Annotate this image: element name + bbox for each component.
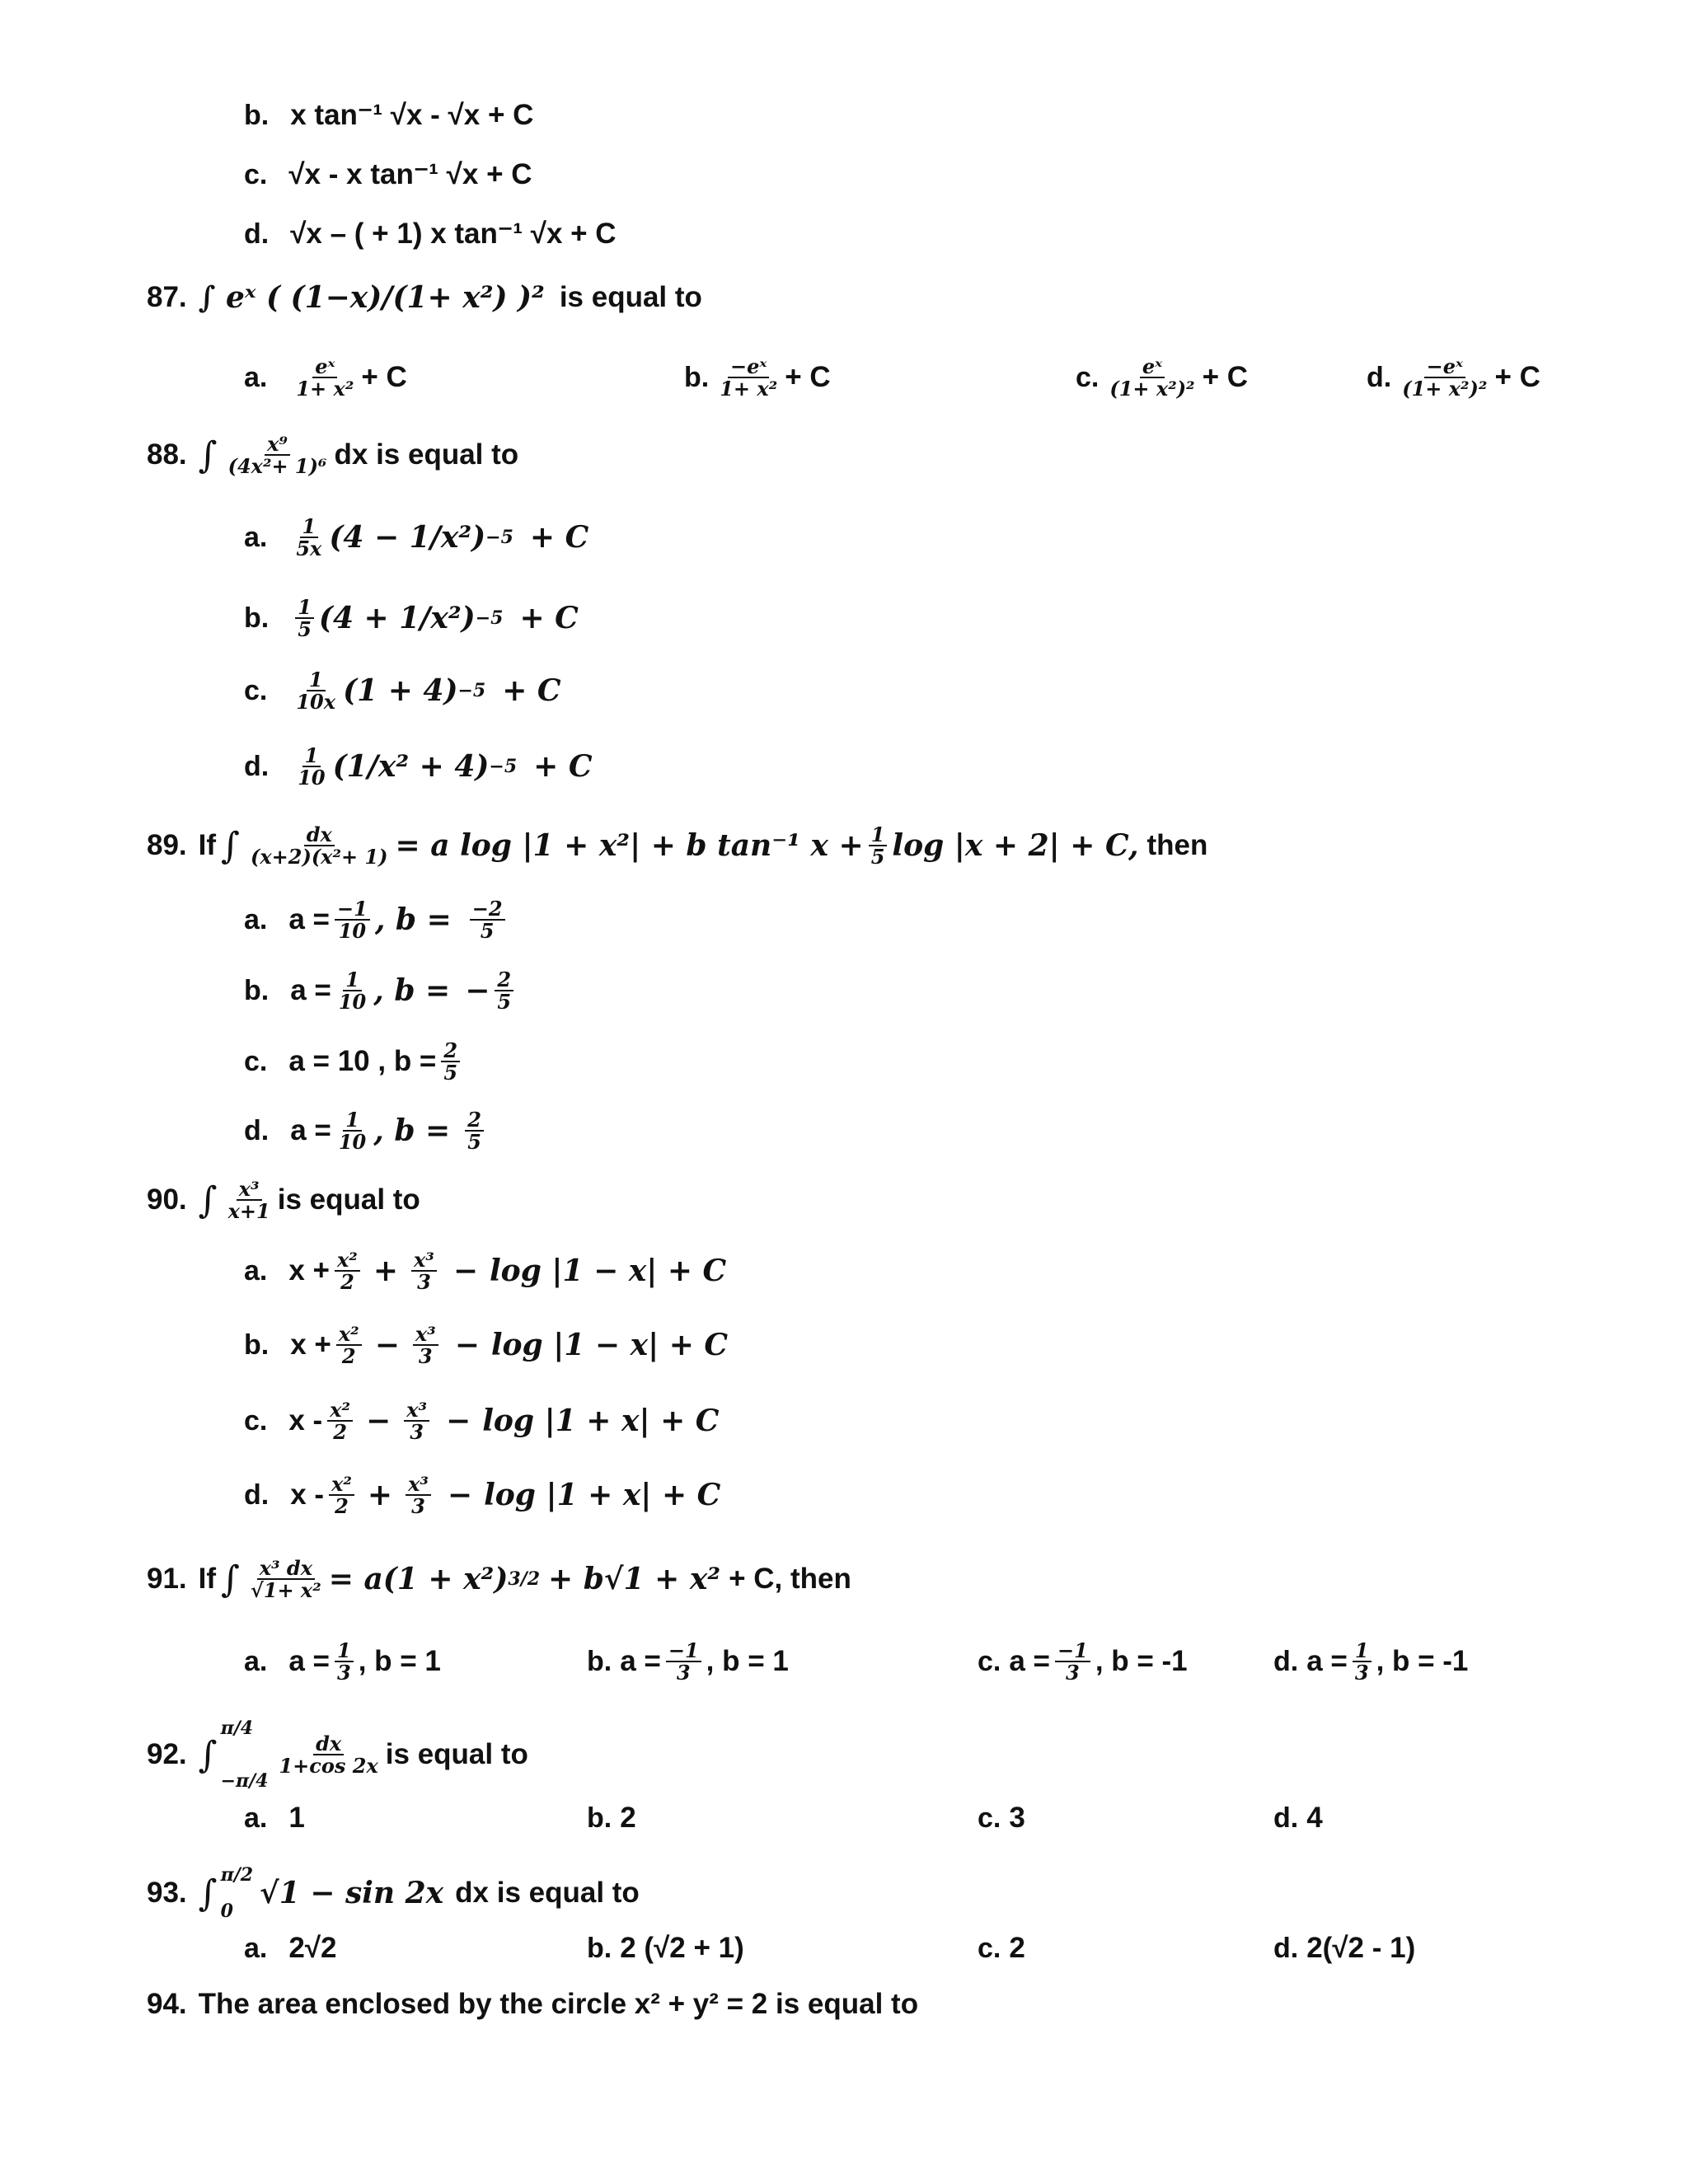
question-rhs-tail: + C, then bbox=[729, 1563, 851, 1596]
question-number: 93. bbox=[147, 1877, 187, 1909]
fraction-numerator: x³ bbox=[404, 1399, 429, 1422]
option-label: d. bbox=[1273, 1645, 1299, 1677]
option-tail: + C bbox=[1202, 361, 1249, 394]
q86-option-c bbox=[244, 158, 532, 191]
option-label: b. bbox=[244, 974, 270, 1006]
fraction-numerator: 1 bbox=[335, 1640, 354, 1662]
fraction-numerator: 1 bbox=[300, 516, 319, 538]
lower-limit: 0 bbox=[220, 1900, 233, 1922]
option-sign: − bbox=[366, 1404, 392, 1439]
fraction-denominator: 3 bbox=[1066, 1661, 1080, 1685]
fraction-numerator: −2 bbox=[470, 898, 505, 921]
fraction-numerator: x³ dx bbox=[257, 1558, 315, 1580]
option-value: 1 bbox=[288, 1802, 305, 1834]
a-prefix: a = bbox=[620, 1645, 661, 1678]
a-fraction bbox=[666, 1640, 701, 1683]
b-value: , b = 1 bbox=[358, 1645, 441, 1678]
fraction-denominator: 10 bbox=[298, 766, 326, 790]
a-prefix: a = bbox=[1306, 1645, 1348, 1678]
fraction-denominator: (4x²+ 1)⁶ bbox=[227, 454, 327, 479]
option-label: d. bbox=[1273, 1802, 1299, 1834]
a-fraction bbox=[336, 968, 368, 1015]
option-lead: x - bbox=[290, 1479, 325, 1511]
integrand-fraction bbox=[248, 824, 391, 867]
question-number: 87. bbox=[147, 281, 187, 313]
fraction-numerator: dx bbox=[313, 1733, 344, 1755]
question-number: 88. bbox=[147, 438, 187, 471]
option-sign: − bbox=[446, 1404, 471, 1439]
fraction-numerator: x⁹ bbox=[265, 434, 290, 456]
q94-stem bbox=[147, 1988, 918, 2021]
option-label: a. bbox=[244, 1254, 268, 1286]
question-number: 91. bbox=[147, 1563, 187, 1596]
option-label: b. bbox=[587, 1932, 612, 1964]
fraction-numerator: 1 bbox=[295, 597, 314, 619]
question-prefix: If bbox=[198, 829, 217, 862]
option-text: √x – ( + 1) x tan⁻¹ √x + C bbox=[290, 218, 617, 250]
b-fraction bbox=[465, 1108, 484, 1155]
option-lead: x + bbox=[288, 1254, 330, 1287]
option-text: √x - x tan⁻¹ √x + C bbox=[288, 158, 532, 190]
fraction-denominator: 10x bbox=[296, 690, 336, 715]
term-x2-over-2 bbox=[329, 1472, 354, 1519]
option-body: (4 − 1/x²) bbox=[329, 520, 486, 555]
question-suffix: dx is equal to bbox=[334, 438, 519, 471]
q93-stem bbox=[147, 1864, 640, 1922]
integrand-fraction bbox=[248, 1558, 324, 1601]
option-sign: − bbox=[454, 1328, 480, 1363]
q93-option-a bbox=[244, 1932, 337, 1965]
integrand-fraction bbox=[226, 432, 330, 479]
q88-stem bbox=[147, 432, 519, 479]
a-prefix: a = bbox=[1009, 1645, 1050, 1678]
question-rhs: = a log |1 + x²| + b tan⁻¹ x + bbox=[395, 828, 864, 864]
integral-limits bbox=[221, 1864, 253, 1922]
b-sign: − bbox=[465, 973, 490, 1009]
option-label: a. bbox=[244, 1932, 268, 1964]
question-number: 89. bbox=[147, 829, 187, 862]
question-suffix: is equal to bbox=[277, 1183, 420, 1216]
fraction-numerator: −1 bbox=[1055, 1640, 1090, 1662]
option-fraction bbox=[717, 356, 780, 399]
fraction-denominator: 1+ x² bbox=[296, 377, 354, 401]
option-tail: log |1 − x| + C bbox=[490, 1328, 729, 1363]
option-value: 2(√2 - 1) bbox=[1306, 1932, 1416, 1964]
option-exponent: −5 bbox=[457, 680, 486, 702]
rhs-fraction bbox=[869, 824, 888, 867]
fraction-denominator: 5 bbox=[298, 617, 312, 642]
fraction-denominator: 3 bbox=[676, 1661, 691, 1685]
q89-option-a bbox=[244, 897, 510, 944]
integral-sign-icon: ∫ bbox=[198, 434, 218, 476]
a-prefix: a = 10 , b = bbox=[288, 1045, 437, 1078]
option-label: d. bbox=[244, 1114, 270, 1146]
option-label: d. bbox=[1273, 1932, 1299, 1964]
fraction-denominator: 5 bbox=[870, 845, 885, 869]
fraction-denominator: 5x bbox=[296, 537, 322, 561]
term-x3-over-3 bbox=[406, 1472, 431, 1519]
fraction-numerator: −eˣ bbox=[1424, 356, 1465, 378]
option-label: d. bbox=[244, 1479, 270, 1511]
option-tail: + C bbox=[1494, 361, 1540, 394]
q90-stem bbox=[147, 1177, 420, 1224]
q89-stem bbox=[147, 824, 1207, 867]
option-body: (4 + 1/x²) bbox=[318, 601, 476, 636]
option-label: b. bbox=[587, 1802, 612, 1834]
option-exponent: −5 bbox=[475, 607, 504, 630]
fraction-numerator: −1 bbox=[666, 1640, 701, 1662]
q87-stem bbox=[147, 280, 702, 315]
fraction-numerator: 1 bbox=[343, 969, 362, 991]
q87-option-d bbox=[1367, 356, 1540, 399]
option-label: a. bbox=[244, 1802, 268, 1834]
q89-option-b bbox=[244, 968, 518, 1015]
fraction-denominator: (1+ x²)² bbox=[1109, 377, 1195, 401]
q93-option-b bbox=[587, 1932, 744, 1965]
b-prefix: , b = bbox=[373, 973, 451, 1009]
question-expression: ∫ eˣ ( (1−x)/(1+ x²) )² bbox=[198, 280, 545, 315]
fraction-denominator: 2 bbox=[340, 1270, 354, 1295]
option-sign: − bbox=[374, 1328, 400, 1363]
b-fraction bbox=[441, 1040, 460, 1083]
integral-sign-icon: ∫ bbox=[198, 1179, 218, 1221]
fraction-denominator: √1+ x² bbox=[250, 1578, 321, 1603]
option-tail: + C bbox=[529, 520, 589, 555]
option-label: c. bbox=[244, 674, 268, 706]
fraction-numerator: x³ bbox=[406, 1474, 431, 1496]
coefficient-fraction bbox=[295, 745, 327, 788]
option-tail: log |1 + x| + C bbox=[484, 1478, 721, 1513]
a-fraction bbox=[1353, 1640, 1372, 1683]
fraction-numerator: x³ bbox=[413, 1324, 438, 1346]
coefficient-fraction bbox=[295, 597, 314, 640]
q89-option-c bbox=[244, 1040, 465, 1083]
option-body: (1 + 4) bbox=[343, 673, 458, 709]
option-tail: + C bbox=[533, 749, 593, 785]
option-label: c. bbox=[978, 1645, 1001, 1677]
fraction-denominator: 2 bbox=[333, 1420, 347, 1445]
fraction-denominator: 10 bbox=[338, 1130, 367, 1155]
fraction-numerator: eˣ bbox=[312, 356, 337, 378]
option-label: d. bbox=[244, 218, 270, 250]
option-label: a. bbox=[244, 1645, 268, 1677]
q92-option-d bbox=[1273, 1802, 1323, 1835]
option-exponent: −5 bbox=[485, 527, 513, 549]
q89-option-d bbox=[244, 1108, 489, 1155]
option-label: b. bbox=[684, 361, 710, 393]
fraction-numerator: x³ bbox=[411, 1249, 437, 1272]
fraction-denominator: 5 bbox=[443, 1061, 458, 1085]
q91-option-c bbox=[978, 1640, 1188, 1683]
option-value: 3 bbox=[1009, 1802, 1025, 1834]
rhs-exponent: 3/2 bbox=[508, 1568, 541, 1591]
fraction-denominator: 10 bbox=[338, 990, 367, 1015]
integral-sign-icon: ∫ bbox=[221, 824, 240, 867]
q92-stem bbox=[147, 1718, 528, 1792]
q87-option-c bbox=[1076, 356, 1248, 399]
q87-option-b bbox=[684, 356, 831, 399]
b-fraction bbox=[470, 897, 505, 944]
fraction-denominator: 2 bbox=[335, 1494, 349, 1519]
fraction-numerator: x³ bbox=[237, 1179, 262, 1201]
option-tail: + C bbox=[785, 361, 831, 394]
fraction-denominator: 3 bbox=[417, 1270, 431, 1295]
a-prefix: a = bbox=[290, 1114, 331, 1147]
question-then: then bbox=[1146, 829, 1208, 862]
option-label: d. bbox=[1367, 361, 1392, 393]
fraction-denominator: 5 bbox=[497, 990, 512, 1015]
option-lead: x + bbox=[290, 1329, 331, 1361]
q92-option-c bbox=[978, 1802, 1025, 1835]
option-tail: + C bbox=[519, 601, 579, 636]
option-label: a. bbox=[244, 521, 268, 553]
b-prefix: , b = bbox=[374, 902, 452, 938]
fraction-denominator: 1+cos 2x bbox=[279, 1754, 378, 1778]
a-prefix: a = bbox=[288, 903, 330, 936]
q86-option-d bbox=[244, 218, 617, 251]
option-fraction bbox=[293, 356, 356, 399]
integrand: √1 − sin 2x bbox=[260, 1876, 444, 1910]
integral-limits bbox=[221, 1718, 269, 1792]
fraction-numerator: 2 bbox=[495, 969, 513, 991]
question-number: 94. bbox=[147, 1988, 187, 2020]
q91-option-d bbox=[1273, 1640, 1468, 1683]
option-value: 2 bbox=[620, 1802, 636, 1834]
fraction-numerator: x² bbox=[336, 1324, 362, 1346]
question-suffix: is equal to bbox=[559, 281, 702, 313]
integral-sign-icon: ∫ bbox=[198, 1733, 218, 1776]
term-x3-over-3 bbox=[413, 1322, 438, 1369]
option-label: c. bbox=[978, 1932, 1001, 1964]
fraction-numerator: x² bbox=[329, 1474, 354, 1496]
option-label: c. bbox=[244, 158, 268, 190]
a-fraction bbox=[335, 897, 370, 944]
q92-option-b bbox=[587, 1802, 636, 1835]
fraction-numerator: 1 bbox=[869, 824, 888, 846]
option-sign: − bbox=[452, 1254, 478, 1289]
option-label: d. bbox=[244, 750, 270, 782]
fraction-numerator: 1 bbox=[343, 1109, 362, 1132]
coefficient-fraction bbox=[293, 516, 324, 559]
fraction-numerator: −1 bbox=[335, 898, 370, 921]
b-value: , b = 1 bbox=[706, 1645, 789, 1678]
fraction-denominator: (x+2)(x²+ 1) bbox=[250, 845, 388, 869]
lower-limit: −π/4 bbox=[220, 1770, 269, 1792]
q88-option-c bbox=[244, 668, 561, 715]
q88-option-d bbox=[244, 745, 593, 788]
a-prefix: a = bbox=[290, 974, 331, 1007]
option-sign: − bbox=[447, 1478, 473, 1513]
b-prefix: , b = bbox=[373, 1113, 451, 1149]
b-value: , b = -1 bbox=[1376, 1645, 1469, 1678]
term-x3-over-3 bbox=[404, 1398, 429, 1445]
fraction-numerator: 2 bbox=[441, 1040, 460, 1062]
question-suffix: is equal to bbox=[385, 1738, 528, 1770]
integrand-fraction bbox=[226, 1177, 273, 1224]
option-sign: + bbox=[373, 1254, 398, 1289]
b-fraction bbox=[495, 968, 513, 1015]
fraction-denominator: 5 bbox=[467, 1130, 481, 1155]
fraction-denominator: 3 bbox=[1354, 1661, 1369, 1685]
q88-option-b bbox=[244, 597, 579, 640]
option-label: b. bbox=[587, 1645, 612, 1677]
option-label: c. bbox=[978, 1802, 1001, 1834]
term-x3-over-3 bbox=[411, 1248, 437, 1295]
fraction-denominator: 3 bbox=[411, 1494, 425, 1519]
fraction-denominator: (1+ x²)² bbox=[1402, 377, 1488, 401]
option-tail: + C bbox=[502, 673, 561, 709]
option-tail: log |1 − x| + C bbox=[490, 1254, 727, 1289]
fraction-numerator: 1 bbox=[302, 745, 321, 767]
fraction-numerator: −eˣ bbox=[728, 356, 769, 378]
b-value: , b = -1 bbox=[1095, 1645, 1188, 1678]
fraction-numerator: eˣ bbox=[1140, 356, 1165, 378]
fraction-numerator: x² bbox=[327, 1399, 353, 1422]
fraction-numerator: x² bbox=[335, 1249, 360, 1272]
q90-option-b bbox=[244, 1322, 729, 1369]
q93-option-c bbox=[978, 1932, 1025, 1965]
integrand-fraction bbox=[276, 1733, 380, 1776]
option-body: (1/x² + 4) bbox=[332, 749, 490, 785]
upper-limit: π/2 bbox=[220, 1864, 254, 1886]
option-label: b. bbox=[244, 602, 270, 634]
q90-option-d bbox=[244, 1472, 721, 1519]
option-label: c. bbox=[244, 1404, 268, 1436]
option-value: 4 bbox=[1306, 1802, 1323, 1834]
q90-option-a bbox=[244, 1248, 727, 1295]
fraction-denominator: 1+ x² bbox=[720, 377, 778, 401]
q91-option-b bbox=[587, 1640, 789, 1683]
a-fraction bbox=[335, 1640, 354, 1683]
fraction-numerator: 1 bbox=[1353, 1640, 1372, 1662]
a-fraction bbox=[336, 1108, 368, 1155]
q88-option-a bbox=[244, 516, 588, 559]
integral-sign-icon: ∫ bbox=[198, 1872, 218, 1915]
upper-limit: π/4 bbox=[220, 1718, 254, 1739]
option-label: b. bbox=[244, 1329, 270, 1361]
question-prefix: If bbox=[198, 1563, 217, 1596]
option-value: 2 bbox=[1009, 1932, 1025, 1964]
option-label: c. bbox=[1076, 361, 1100, 393]
fraction-denominator: 3 bbox=[418, 1344, 433, 1369]
term-x2-over-2 bbox=[327, 1398, 353, 1445]
fraction-denominator: x+1 bbox=[227, 1199, 270, 1224]
fraction-numerator: 2 bbox=[465, 1109, 484, 1132]
fraction-denominator: 5 bbox=[480, 919, 495, 944]
term-x2-over-2 bbox=[336, 1322, 362, 1369]
option-value: 2√2 bbox=[288, 1932, 337, 1964]
option-label: b. bbox=[244, 99, 270, 131]
option-text: x tan⁻¹ √x - √x + C bbox=[290, 99, 534, 131]
a-prefix: a = bbox=[288, 1645, 330, 1678]
option-tail: + C bbox=[361, 361, 407, 394]
fraction-denominator: 2 bbox=[341, 1344, 356, 1369]
q91-stem bbox=[147, 1558, 851, 1601]
q91-option-a bbox=[244, 1640, 441, 1683]
fraction-denominator: 10 bbox=[338, 919, 367, 944]
option-fraction bbox=[1400, 356, 1489, 399]
option-label: a. bbox=[244, 361, 268, 393]
question-rhs-mid: + b√1 + x² bbox=[548, 1562, 721, 1597]
option-exponent: −5 bbox=[489, 756, 518, 778]
option-fraction bbox=[1107, 356, 1197, 399]
question-suffix: dx is equal to bbox=[455, 1877, 640, 1909]
question-rhs: = a(1 + x²) bbox=[328, 1562, 509, 1597]
q92-option-a bbox=[244, 1802, 305, 1835]
term-x2-over-2 bbox=[335, 1248, 360, 1295]
coefficient-fraction bbox=[293, 668, 338, 715]
option-sign: + bbox=[367, 1478, 393, 1513]
question-number: 90. bbox=[147, 1183, 187, 1216]
q93-option-d bbox=[1273, 1932, 1415, 1965]
question-text: The area enclosed by the circle x² + y² = 2 is equal to bbox=[198, 1988, 919, 2020]
option-lead: x - bbox=[288, 1404, 323, 1437]
q86-option-b bbox=[244, 99, 533, 132]
option-label: c. bbox=[244, 1045, 268, 1077]
question-number: 92. bbox=[147, 1738, 187, 1770]
fraction-numerator: 1 bbox=[307, 669, 326, 691]
fraction-denominator: 3 bbox=[410, 1420, 424, 1445]
q87-option-a bbox=[244, 356, 407, 399]
option-value: 2 (√2 + 1) bbox=[620, 1932, 744, 1964]
a-fraction bbox=[1055, 1640, 1090, 1683]
question-rhs-tail: log |x + 2| + C, bbox=[892, 828, 1139, 864]
fraction-denominator: 3 bbox=[337, 1661, 351, 1685]
fraction-numerator: dx bbox=[304, 824, 335, 846]
option-label: a. bbox=[244, 903, 268, 935]
q90-option-c bbox=[244, 1398, 720, 1445]
option-tail: log |1 + x| + C bbox=[482, 1404, 720, 1439]
integral-sign-icon: ∫ bbox=[221, 1558, 240, 1601]
